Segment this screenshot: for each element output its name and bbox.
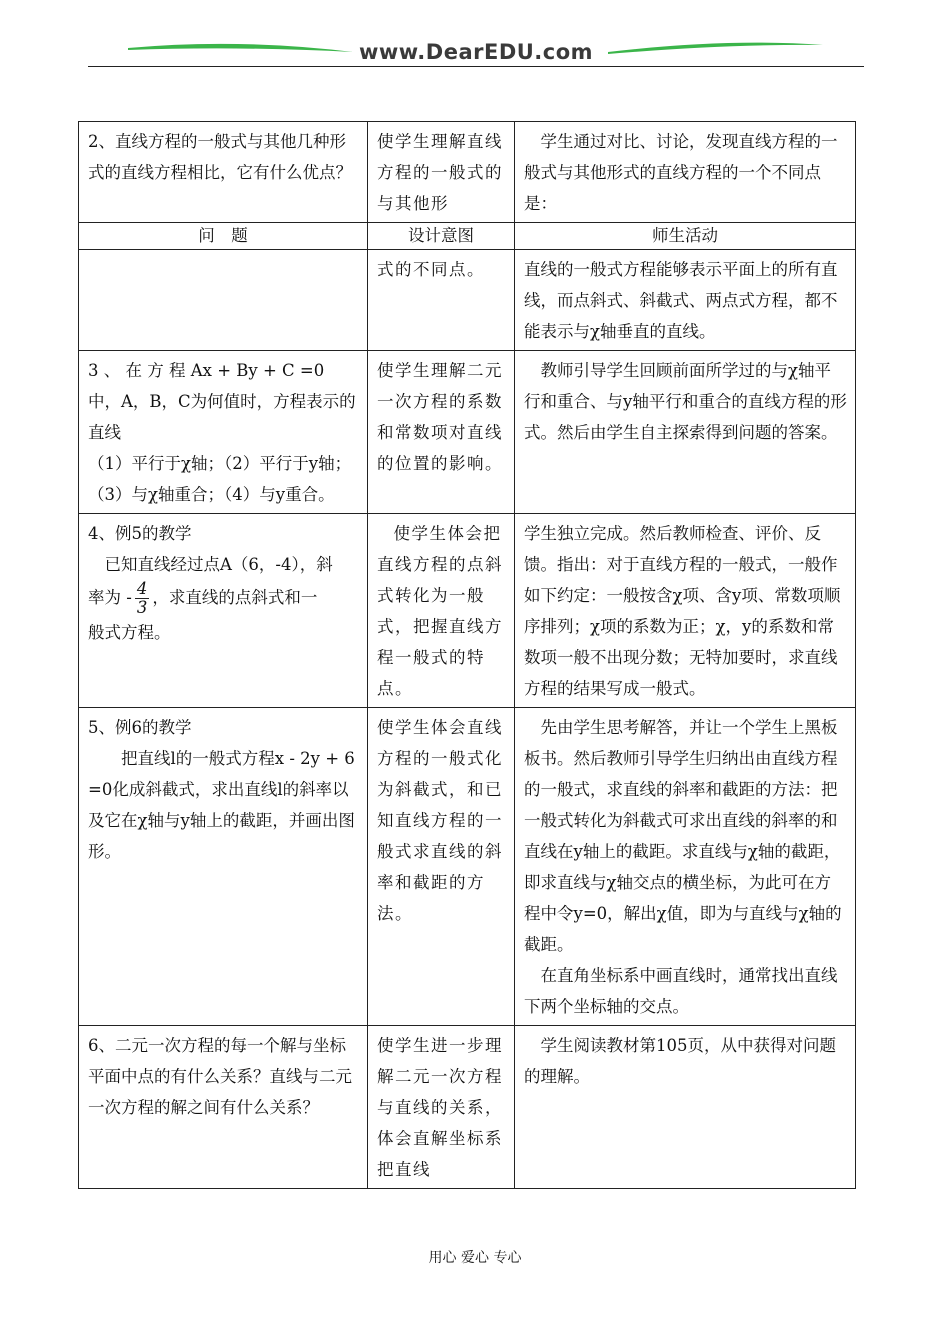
activity-cell: 学生阅读教材第105页，从中获得对问题的理解。 <box>515 1026 856 1189</box>
question-cell <box>79 514 368 708</box>
question-line: 般式方程。 <box>88 623 171 642</box>
table-row <box>79 1026 856 1189</box>
slope-fraction <box>135 580 150 617</box>
table-row <box>79 351 856 514</box>
intent-cell: 使学生体会直线方程的一般式化为斜截式，和已知直线方程的一般式求直线的斜率和截距的方法。 <box>368 708 515 1026</box>
column-header-activity: 师生活动 <box>515 223 856 250</box>
fraction-numerator: 4 <box>136 579 148 598</box>
intent-cell: 式的不同点。 <box>368 250 515 351</box>
column-header-row <box>79 223 856 250</box>
question-body: 把直线l的一般式方程x - 2y + 6 =0化成斜截式，求出直线l的斜率以及它在χ轴与y轴上的截距，并画出图形。 <box>88 749 355 861</box>
table-row <box>79 514 856 708</box>
question-title: 4、例5的教学 <box>88 524 192 543</box>
intent-cell: 使学生进一步理解二元一次方程与直线的关系，体会直解坐标系把直线 <box>368 1026 515 1189</box>
text-fragment: 率为 - <box>88 588 132 607</box>
page-footer: 用心 爱心 专心 <box>428 1250 522 1266</box>
activity-cell: 直线的一般式方程能够表示平面上的所有直线，而点斜式、斜截式、两点式方程，都不能表示与χ轴垂直的直线。 <box>515 250 856 351</box>
lesson-table <box>78 121 856 1189</box>
page-header <box>88 30 864 70</box>
question-cell: 6、二元一次方程的每一个解与坐标平面中点的有什么关系？直线与二元一次方程的解之间有什么关系？ <box>79 1026 368 1189</box>
activity-cell <box>515 708 856 1026</box>
question-line: （1）平行于χ轴；（2）平行于y轴；（3）与χ轴重合；（4）与y重合。 <box>88 454 352 504</box>
activity-cell: 教师引导学生回顾前面所学过的与χ轴平行和重合、与y轴平行和重合的直线方程的形式。然后由学生自主探索得到问题的答案。 <box>515 351 856 514</box>
question-cell <box>79 250 368 351</box>
table-row <box>79 250 856 351</box>
intent-cell: 使学生理解直线方程的一般式的与其他形 <box>368 122 515 223</box>
intent-cell: 使学生理解二元一次方程的系数和常数项对直线的位置的影响。 <box>368 351 515 514</box>
activity-cell: 学生独立完成。然后教师检查、评价、反馈。指出：对于直线方程的一般式，一般作如下约定：一般按含χ项、含y项、常数项顺序排列；χ项的系数为正；χ，y的系数和常数项一般不出现分数；无特加要时，求直线方程的结果写成一般式。 <box>515 514 856 708</box>
question-cell: 2、直线方程的一般式与其他几种形式的直线方程相比，它有什么优点？ <box>79 122 368 223</box>
column-header-intent: 设计意图 <box>368 223 515 250</box>
table-row <box>79 708 856 1026</box>
table-row <box>79 122 856 223</box>
activity-paragraph: 在直角坐标系中画直线时，通常找出直线下两个坐标轴的交点。 <box>524 966 838 1016</box>
intent-cell: 使学生体会把直线方程的点斜式转化为一般式，把握直线方程一般式的特点。 <box>368 514 515 708</box>
column-header-question: 问 题 <box>79 223 368 250</box>
fraction-denominator: 3 <box>136 598 148 617</box>
question-title: 5、例6的教学 <box>88 718 192 737</box>
site-logo[interactable]: www.DearEDU.com <box>358 40 594 64</box>
question-cell <box>79 708 368 1026</box>
question-line: 已知直线经过点A（6，-4），斜 <box>104 555 333 574</box>
header-rule <box>88 66 864 67</box>
activity-cell: 学生通过对比、讨论，发现直线方程的一般式与其他形式的直线方程的一个不同点是： <box>515 122 856 223</box>
activity-paragraph: 先由学生思考解答，并让一个学生上黑板板书。然后教师引导学生归纳出由直线方程的一般式，求直线的斜率和截距的方法：把一般式转化为斜截式可求出直线的斜率的和直线在y轴上的截距。求直线与χ轴的截距，即求直线与χ轴交点的横坐标，为此可在方程中令y=0，解出χ值，即为与直线与χ轴的截距。 <box>524 718 842 954</box>
question-line: 3 、 在 方 程 Ax + By + C =0 <box>88 361 325 380</box>
text-fragment: ，求直线的点斜式和一 <box>152 588 318 607</box>
question-line: 中，A，B，C为何值时，方程表示的直线 <box>88 392 356 442</box>
question-line <box>88 580 359 617</box>
question-cell <box>79 351 368 514</box>
